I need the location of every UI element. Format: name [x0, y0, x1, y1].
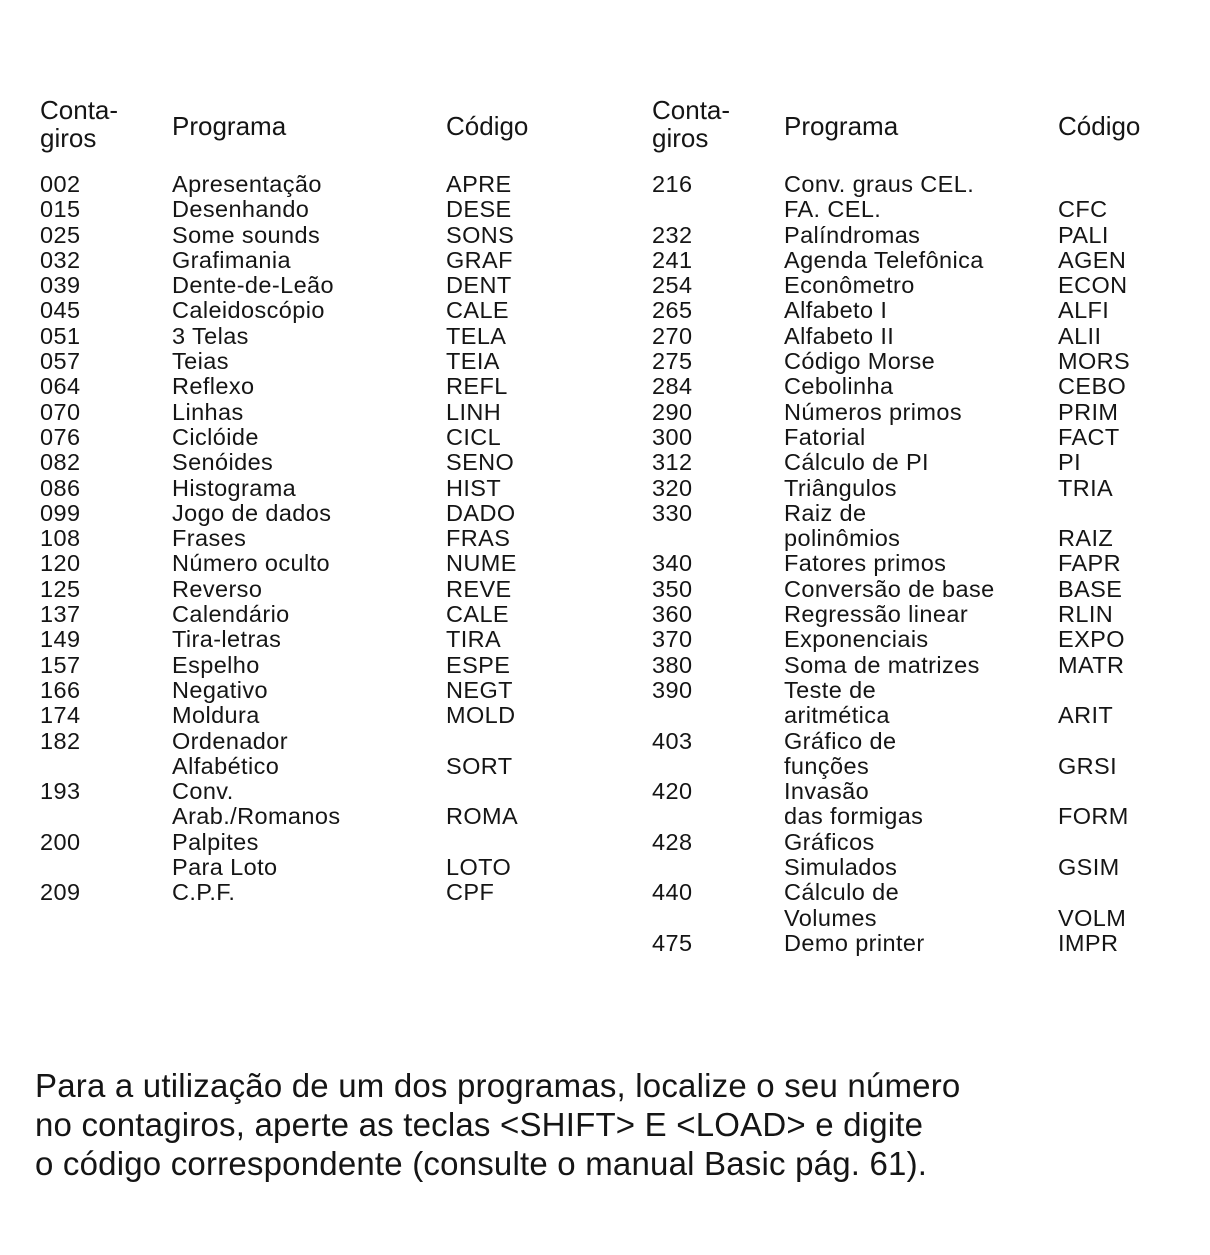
cell-code: HIST: [446, 474, 502, 501]
cell-code: RLIN: [1058, 601, 1114, 628]
cell-counter: 182: [40, 727, 81, 754]
cell-counter: 265: [652, 297, 693, 324]
cell-program: Alfabeto I: [784, 297, 888, 324]
cell-counter: 025: [40, 221, 81, 248]
cell-program: Cebolinha: [784, 373, 894, 400]
header-counter-line2: giros: [652, 123, 709, 153]
cell-counter: 209: [40, 879, 81, 906]
cell-counter: 125: [40, 575, 81, 602]
cell-program: Teias: [172, 348, 229, 375]
cell-code: DENT: [446, 272, 512, 299]
cell-code: SENO: [446, 449, 515, 476]
cell-code: LOTO: [446, 854, 512, 881]
cell-program: Gráficos: [784, 828, 875, 855]
cell-program: Desenhando: [172, 196, 310, 223]
cell-program: Ordenador: [172, 727, 288, 754]
cell-counter: 360: [652, 601, 693, 628]
cell-counter: 232: [652, 221, 693, 248]
cell-code: CALE: [446, 601, 509, 628]
cell-program: Volumes: [784, 904, 877, 931]
cell-counter: 166: [40, 676, 81, 703]
cell-counter: 082: [40, 449, 81, 476]
cell-counter: 193: [40, 778, 81, 805]
cell-program: Alfabético: [172, 752, 280, 779]
cell-counter: 428: [652, 828, 693, 855]
cell-code: CEBO: [1058, 373, 1127, 400]
cell-program: Para Loto: [172, 854, 278, 881]
cell-program: Palíndromas: [784, 221, 921, 248]
cell-counter: 440: [652, 879, 693, 906]
cell-code: IMPR: [1058, 929, 1119, 956]
cell-code: ROMA: [446, 803, 519, 830]
cell-program: C.P.F.: [172, 879, 236, 906]
cell-program: Moldura: [172, 702, 260, 729]
cell-counter: 290: [652, 398, 693, 425]
cell-program: Conversão de base: [784, 575, 995, 602]
cell-counter: 350: [652, 575, 693, 602]
cell-program: Some sounds: [172, 221, 321, 248]
cell-program: Simulados: [784, 854, 898, 881]
cell-program: Calendário: [172, 601, 290, 628]
cell-counter: 330: [652, 499, 693, 526]
cell-program: Números primos: [784, 398, 962, 425]
cell-counter: 070: [40, 398, 81, 425]
cell-program: Cálculo de PI: [784, 449, 929, 476]
cell-code: GRAF: [446, 246, 513, 273]
cell-counter: 032: [40, 246, 81, 273]
cell-counter: 045: [40, 297, 81, 324]
cell-code: RAIZ: [1058, 525, 1114, 552]
cell-program: Espelho: [172, 651, 260, 678]
cell-program: Tira-letras: [172, 626, 282, 653]
header-counter-line1: Conta-: [652, 95, 731, 125]
cell-program: Alfabeto II: [784, 322, 895, 349]
cell-code: ESPE: [446, 651, 511, 678]
cell-program: Exponenciais: [784, 626, 929, 653]
cell-program: Histograma: [172, 474, 297, 501]
cell-code: TEIA: [446, 348, 500, 375]
cell-code: ALII: [1058, 322, 1102, 349]
instructions-line: o código correspondente (consulte o manual Basic pág. 61).: [35, 1145, 928, 1182]
cell-code: GRSI: [1058, 752, 1118, 779]
cell-counter: 241: [652, 246, 693, 273]
cell-program: Agenda Telefônica: [784, 246, 984, 273]
cell-program: 3 Telas: [172, 322, 249, 349]
cell-counter: 284: [652, 373, 693, 400]
cell-program: Grafimania: [172, 246, 291, 273]
cell-counter: 057: [40, 348, 81, 375]
cell-counter: 420: [652, 778, 693, 805]
cell-counter: 370: [652, 626, 693, 653]
header-counter-line2: giros: [40, 123, 97, 153]
cell-program: Conv. graus CEL.: [784, 171, 975, 197]
cell-program: Senóides: [172, 449, 274, 476]
header-counter: [40, 96, 118, 152]
cell-counter: 076: [40, 423, 81, 450]
cell-counter: 174: [40, 702, 81, 729]
cell-code: LINH: [446, 398, 502, 425]
cell-program: Código Morse: [784, 348, 936, 375]
header-counter: [652, 96, 730, 152]
cell-code: TIRA: [446, 626, 502, 653]
cell-program: Fatorial: [784, 423, 866, 450]
cell-program: Gráfico de: [784, 727, 897, 754]
cell-code: ECON: [1058, 272, 1128, 299]
cell-counter: 039: [40, 272, 81, 299]
cell-code: REFL: [446, 373, 508, 400]
cell-counter: 475: [652, 929, 693, 956]
cell-counter: 403: [652, 727, 693, 754]
cell-program: polinômios: [784, 525, 901, 552]
cell-program: das formigas: [784, 803, 924, 830]
cell-code: FACT: [1058, 423, 1120, 450]
cell-counter: 051: [40, 322, 81, 349]
cell-counter: 216: [652, 171, 693, 197]
cell-program: Raiz de: [784, 499, 867, 526]
cell-counter: 270: [652, 322, 693, 349]
cell-program: Número oculto: [172, 550, 331, 577]
cell-code: AGEN: [1058, 246, 1127, 273]
cell-counter: 254: [652, 272, 693, 299]
cell-code: ALFI: [1058, 297, 1110, 324]
cell-code: BASE: [1058, 575, 1123, 602]
cell-program: Apresentação: [172, 171, 322, 197]
header-code: Código: [1058, 111, 1141, 141]
cell-program: Reverso: [172, 575, 263, 602]
cell-code: MORS: [1058, 348, 1131, 375]
cell-code: PALI: [1058, 221, 1109, 248]
cell-program: funções: [784, 752, 870, 779]
cell-code: EXPO: [1058, 626, 1125, 653]
cell-program: Dente-de-Leão: [172, 272, 334, 299]
cell-counter: 002: [40, 171, 81, 197]
cell-code: ARIT: [1058, 702, 1114, 729]
cell-program: Triângulos: [784, 474, 897, 501]
cell-code: REVE: [446, 575, 512, 602]
cell-counter: 200: [40, 828, 81, 855]
cell-program: aritmética: [784, 702, 890, 729]
cell-counter: 149: [40, 626, 81, 653]
cell-counter: 340: [652, 550, 693, 577]
cell-program: Reflexo: [172, 373, 255, 400]
cell-program: Teste de: [784, 676, 877, 703]
cell-code: VOLM: [1058, 904, 1127, 931]
cell-code: CPF: [446, 879, 495, 906]
cell-program: FA. CEL.: [784, 196, 882, 223]
cell-program: Fatores primos: [784, 550, 947, 577]
cell-code: DADO: [446, 499, 516, 526]
cell-program: Demo printer: [784, 929, 925, 956]
header-code: Código: [446, 111, 529, 141]
cell-program: Caleidoscópio: [172, 297, 325, 324]
header-program: Programa: [172, 111, 287, 141]
cell-program: Palpites: [172, 828, 259, 855]
cell-code: DESE: [446, 196, 512, 223]
cell-counter: 320: [652, 474, 693, 501]
cell-counter: 120: [40, 550, 81, 577]
cell-code: NUME: [446, 550, 517, 577]
cell-program: Regressão linear: [784, 601, 969, 628]
cell-program: Econômetro: [784, 272, 915, 299]
cell-counter: 312: [652, 449, 693, 476]
cell-code: MATR: [1058, 651, 1125, 678]
cell-program: Jogo de dados: [172, 499, 332, 526]
cell-program: Negativo: [172, 676, 268, 703]
cell-counter: 015: [40, 196, 81, 223]
cell-program: Arab./Romanos: [172, 803, 341, 830]
cell-code: FRAS: [446, 525, 511, 552]
cell-counter: 380: [652, 651, 693, 678]
cell-code: TRIA: [1058, 474, 1114, 501]
cell-code: CICL: [446, 423, 502, 450]
cell-code: CALE: [446, 297, 509, 324]
cell-counter: 099: [40, 499, 81, 526]
cell-counter: 157: [40, 651, 81, 678]
cell-counter: 064: [40, 373, 81, 400]
cell-code: GSIM: [1058, 854, 1120, 881]
cell-counter: 086: [40, 474, 81, 501]
cell-code: FORM: [1058, 803, 1129, 830]
cell-program: Soma de matrizes: [784, 651, 980, 678]
cell-code: CFC: [1058, 196, 1108, 223]
cell-code: PI: [1058, 449, 1082, 476]
cell-program: Cálculo de: [784, 879, 900, 906]
cell-code: SORT: [446, 752, 513, 779]
cell-counter: 137: [40, 601, 81, 628]
cell-code: PRIM: [1058, 398, 1119, 425]
cell-program: Frases: [172, 525, 247, 552]
cell-program: Conv.: [172, 778, 234, 805]
cell-counter: 390: [652, 676, 693, 703]
cell-program: Ciclóide: [172, 423, 259, 450]
cell-program: Linhas: [172, 398, 244, 425]
header-counter-line1: Conta-: [40, 95, 119, 125]
instructions-line: Para a utilização de um dos programas, localize o seu número: [35, 1067, 961, 1104]
cell-code: NEGT: [446, 676, 513, 703]
cell-code: APRE: [446, 171, 512, 197]
cell-program: Invasão: [784, 778, 870, 805]
instructions-paragraph: [35, 1066, 1185, 1183]
cell-code: TELA: [446, 322, 507, 349]
instructions-line: no contagiros, aperte as teclas <SHIFT> E <LOAD> e digite: [35, 1106, 924, 1143]
cell-counter: 108: [40, 525, 81, 552]
header-program: Programa: [784, 111, 899, 141]
cell-code: FAPR: [1058, 550, 1121, 577]
cell-counter: 300: [652, 423, 693, 450]
cell-code: SONS: [446, 221, 515, 248]
cell-code: MOLD: [446, 702, 516, 729]
cell-counter: 275: [652, 348, 693, 375]
